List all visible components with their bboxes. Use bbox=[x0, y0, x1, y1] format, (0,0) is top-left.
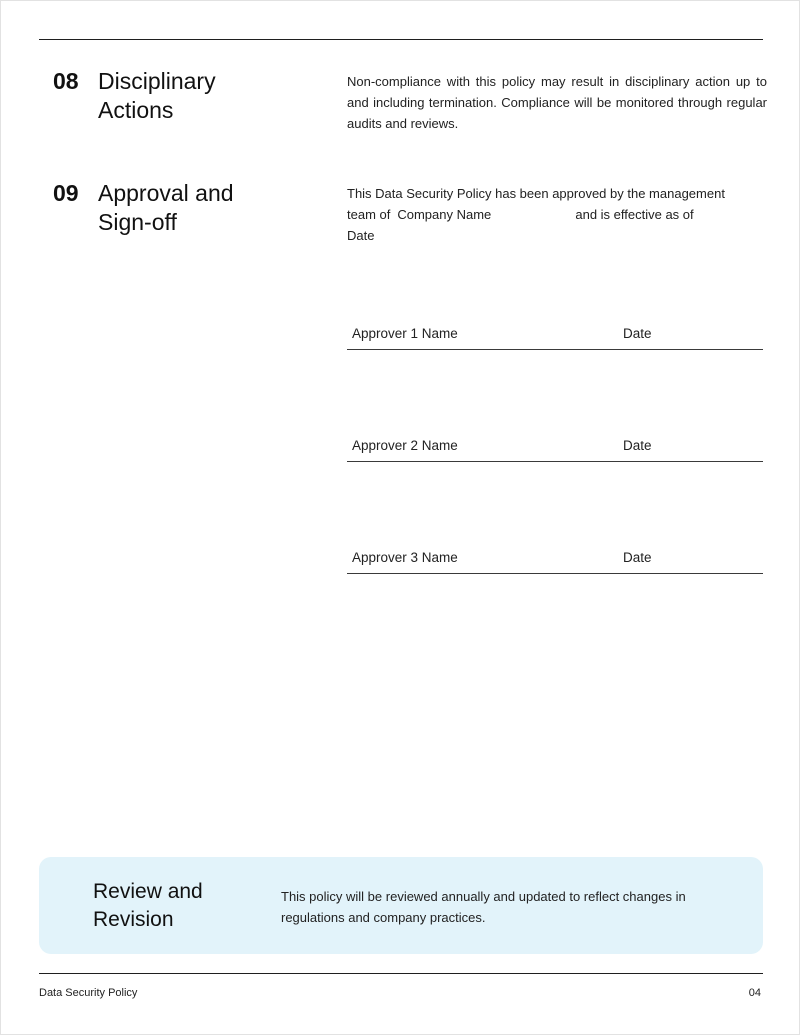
signature-row-approver-1 bbox=[347, 326, 763, 350]
company-name-field: Company Name bbox=[397, 207, 492, 222]
footer-divider bbox=[39, 973, 763, 974]
footer-page-number: 04 bbox=[748, 987, 761, 999]
section-disciplinary-actions bbox=[1, 67, 800, 134]
section-body bbox=[347, 179, 767, 246]
signature-row-approver-3 bbox=[347, 550, 763, 574]
effective-date-field: Date bbox=[347, 228, 375, 243]
approval-body-line2-suffix: and is effective as of bbox=[575, 207, 694, 222]
footer-document-title: Data Security Policy bbox=[39, 987, 138, 999]
section-number: 08 bbox=[53, 68, 79, 94]
section-title: Approval and Sign-off bbox=[98, 180, 234, 235]
page-footer bbox=[1, 987, 800, 999]
review-title: Review and Revision bbox=[93, 880, 203, 931]
approver-date-label: Date bbox=[623, 438, 652, 453]
approval-body-line1: This Data Security Policy has been approved by the management bbox=[347, 186, 725, 201]
approver-name-label: Approver 1 Name bbox=[352, 326, 458, 341]
section-approval-signoff bbox=[1, 179, 800, 246]
section-title: Disciplinary Actions bbox=[98, 68, 216, 123]
approval-body-line2-prefix: team of bbox=[347, 207, 391, 222]
section-number: 09 bbox=[53, 180, 79, 206]
review-body: This policy will be reviewed annually and updated to reflect changes in regulations and company practices. bbox=[281, 889, 686, 925]
signature-row-approver-2 bbox=[347, 438, 763, 462]
approver-date-label: Date bbox=[623, 326, 652, 341]
approver-name-label: Approver 3 Name bbox=[352, 550, 458, 565]
approver-name-label: Approver 2 Name bbox=[352, 438, 458, 453]
approver-date-label: Date bbox=[623, 550, 652, 565]
section-body: Non-compliance with this policy may result in disciplinary action up to and including termination. Compliance will be monitored through regular audits and reviews. bbox=[347, 74, 767, 131]
review-revision-callout bbox=[39, 857, 763, 954]
top-divider bbox=[39, 39, 763, 40]
